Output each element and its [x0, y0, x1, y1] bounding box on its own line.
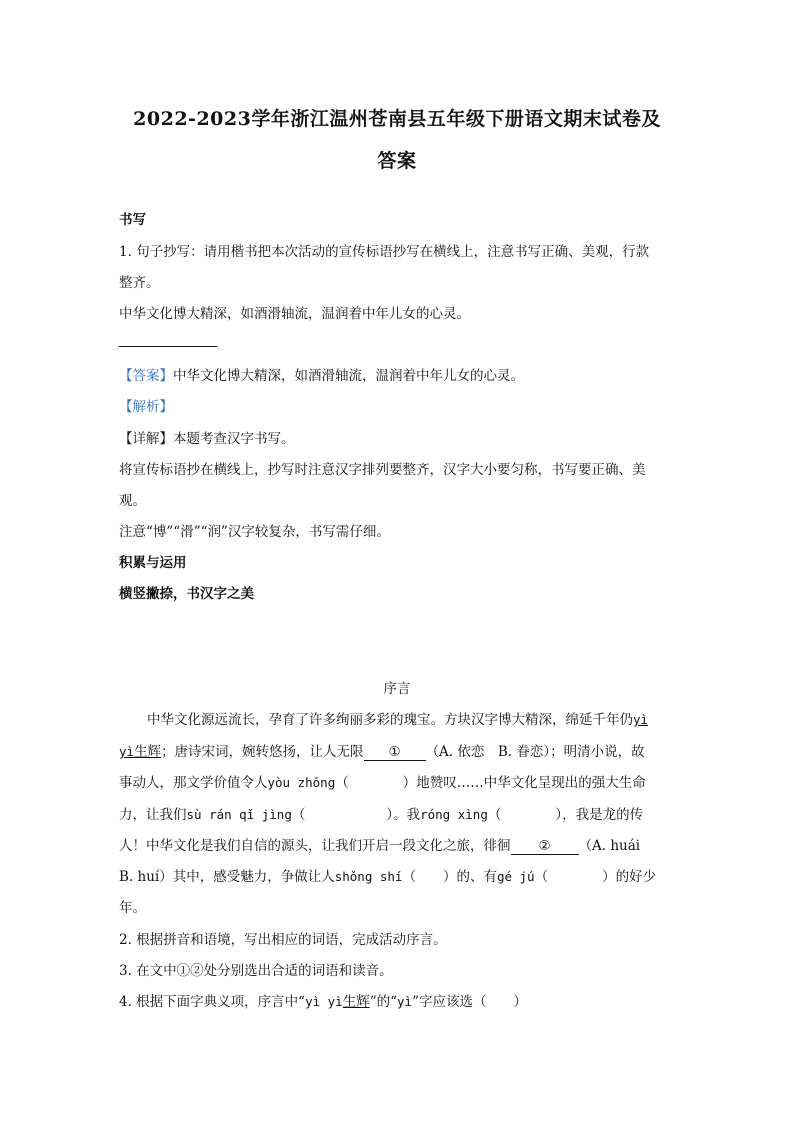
pinyin-rongxing: róng xìng: [420, 807, 488, 822]
blank-1: ①: [364, 744, 426, 761]
section-heading-accumulation: 积累与运用: [119, 555, 187, 571]
pinyin-yi-1: yì: [633, 712, 649, 727]
preface-text: 人！中华文化是我们自信的源头，让我们开启一段文化之旅，徘徊: [119, 838, 511, 854]
question-2: 2. 根据拼音和语境，写出相应的词语，完成活动序言。: [119, 932, 447, 948]
pinyin-yiyi: yì yì: [305, 994, 343, 1009]
answer-writing-line: [119, 346, 217, 347]
answer-line: [119, 364, 524, 384]
question-1-line2: 整齐。: [119, 275, 160, 291]
preface-text: （ ）的好少: [534, 869, 657, 885]
document-title-line2: 答案: [377, 150, 417, 172]
preface-text: （ ）地赞叹……中华文化呈现出的强大生命: [335, 775, 646, 791]
question-4: [119, 990, 527, 1010]
preface-text: （ ）的、有: [402, 869, 497, 885]
pinyin-geju: gé jú: [496, 869, 535, 884]
explanation-line1: 将宣传标语抄在横线上，抄写时注意汉字排列要整齐，汉字大小要匀称，书写要正确、美: [119, 462, 646, 478]
question-1-sentence: 中华文化博大精深，如酒滑轴流，温润着中年儿女的心灵。: [119, 306, 470, 322]
document-title-line1: 2022-2023学年浙江温州苍南县五年级下册语文期末试卷及: [133, 108, 661, 130]
subsection-heading: 横竖撇捺，书汉字之美: [119, 586, 254, 602]
preface-text: 中华文化源远流长，孕育了许多绚丽多彩的瑰宝。方块汉字博大精深，绵延千年仍: [147, 712, 633, 728]
answer-text: 中华文化博大精深，如酒滑轴流，温润着中年儿女的心灵。: [173, 368, 524, 384]
question-4-text: ”的“: [369, 994, 398, 1010]
pinyin-yi-3: yì: [397, 994, 413, 1009]
preface-line5: [119, 834, 640, 855]
pinyin-suranqijing: sù rán qǐ jìng: [186, 807, 292, 822]
question-3: 3. 在文中①②处分别选出合适的词语和读音。: [119, 963, 393, 979]
explanation-line2: 观。: [119, 493, 146, 509]
preface-text: 力，让我们: [119, 807, 187, 823]
detail-tag: 【详解】: [119, 431, 173, 447]
preface-text: B. huí）其中，感受魅力，争做让人: [119, 869, 335, 885]
detail-text: 本题考查汉字书写。: [173, 431, 295, 447]
question-4-text: 4. 根据下面字典义项，序言中“: [119, 994, 306, 1010]
preface-text: （A. huái: [578, 838, 641, 854]
detail-line: [119, 427, 295, 447]
preface-line2: [119, 740, 645, 761]
pinyin-shongshi: shǒng shí: [334, 869, 403, 884]
preface-text: 生辉: [134, 744, 162, 760]
answer-tag: 【答案】: [119, 368, 173, 384]
preface-line3: [119, 771, 646, 791]
preface-text: ；唐诗宋词，婉转悠扬，让人无限: [161, 744, 364, 760]
preface-title: 序言: [383, 681, 411, 697]
pinyin-yi-2: yì: [119, 744, 135, 759]
explanation-line3: 注意“博”“滑”“润”汉字较复杂，书写需仔细。: [119, 524, 390, 540]
section-heading-writing: 书写: [119, 212, 146, 228]
pinyin-youzhong: yòu zhōng: [267, 775, 336, 790]
preface-text: （ ）。我: [291, 807, 421, 823]
blank-2: ②: [511, 838, 579, 855]
question-4-text: ”字应该选（ ）: [412, 994, 527, 1010]
preface-line1: [147, 708, 648, 728]
question-4-text: 生辉: [342, 994, 370, 1010]
preface-line6: [119, 865, 656, 885]
preface-line7: 年。: [119, 900, 146, 916]
preface-text: 事动人，那文学价值令人: [119, 775, 268, 791]
question-1-line1: 1. 句子抄写：请用楷书把本次活动的宣传标语抄写在横线上，注意书写正确、美观，行款: [119, 244, 650, 260]
analysis-tag: 【解析】: [119, 399, 173, 415]
preface-text: （A. 依恋 B. 眷恋）；明清小说，故: [425, 744, 645, 760]
preface-line4: [119, 803, 643, 823]
preface-text: （ ），我是龙的传: [487, 807, 644, 823]
